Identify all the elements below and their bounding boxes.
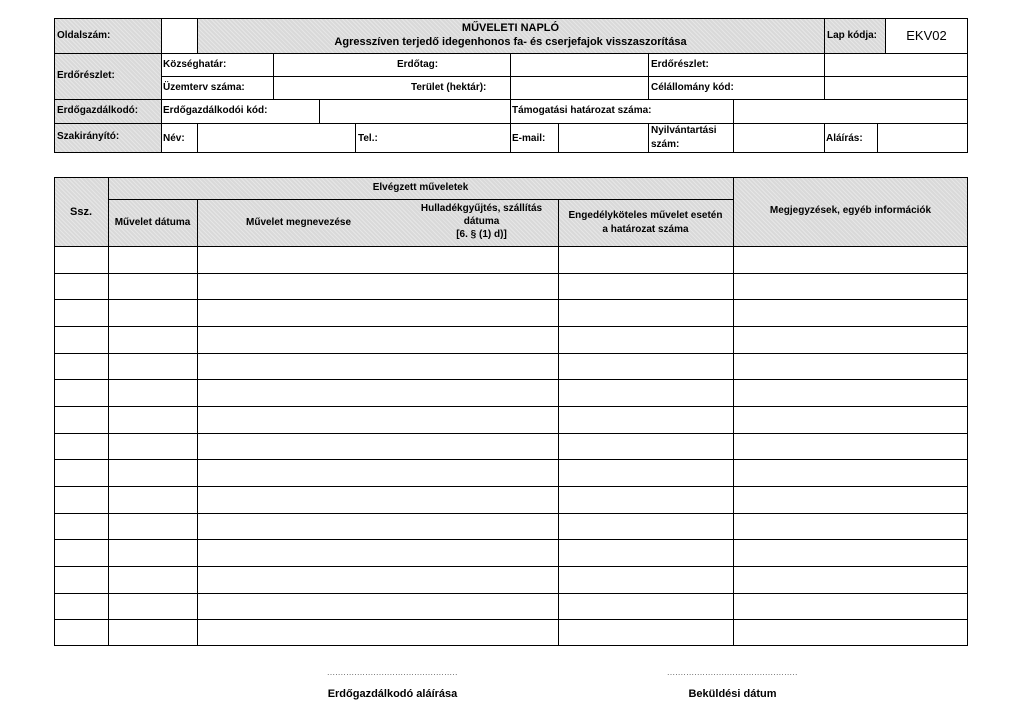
rule	[733, 123, 734, 153]
erdoreszlet-sub-label: Erdőrészlet:	[651, 59, 709, 70]
rule	[510, 99, 511, 123]
form-subtitle: Agresszíven terjedő idegenhonos fa- és cserjefajok visszaszorítása	[334, 36, 687, 48]
signature-dotted-line: ................................................	[327, 668, 458, 677]
table-row-separator	[54, 566, 968, 567]
nev-label: Név:	[163, 133, 185, 144]
date-label: Beküldési dátum	[688, 688, 777, 700]
rule	[161, 18, 162, 153]
rule	[733, 99, 734, 123]
table-row-separator	[54, 273, 968, 274]
hulladek-label-2: dátuma	[463, 216, 500, 227]
rule	[648, 53, 649, 99]
table-row-separator	[54, 486, 968, 487]
lap-kodja-label: Lap kódja:	[827, 30, 878, 41]
erdoreszlet-label: Erdőrészlet:	[57, 70, 115, 81]
date-dotted-line: ................................................	[667, 668, 798, 677]
table-row-separator	[54, 593, 968, 594]
rule	[54, 99, 968, 100]
rule	[355, 123, 356, 153]
rule	[648, 123, 649, 153]
engedely-label-2: a határozat száma	[602, 224, 689, 235]
rule	[877, 123, 878, 153]
table-row-separator	[54, 326, 968, 327]
uzemterv-label: Üzemterv száma:	[163, 82, 245, 93]
rule	[54, 246, 968, 247]
signature-label: Erdőgazdálkodó aláírása	[327, 688, 458, 700]
alairas-label: Aláírás:	[826, 133, 863, 144]
table-row-separator	[54, 379, 968, 380]
rule	[108, 177, 109, 646]
hulladek-label-3: [6. § (1) d)]	[456, 229, 507, 240]
ssz-header-label: Ssz.	[69, 206, 92, 218]
email-label: E-mail:	[512, 133, 546, 144]
table-row-separator	[54, 406, 968, 407]
erdogazdalkodoi-kod-label: Erdőgazdálkodói kód:	[163, 105, 268, 116]
table-row-separator	[54, 459, 968, 460]
operations-table-border	[54, 177, 968, 646]
oldalszam-label: Oldalszám:	[57, 30, 111, 41]
rule	[54, 123, 968, 124]
table-row-separator	[54, 513, 968, 514]
hulladek-label-1: Hulladékgyűjtés, szállítás	[420, 203, 543, 214]
elvegzett-header-label: Elvégzett műveletek	[372, 182, 469, 193]
tel-label: Tel.:	[358, 133, 378, 144]
lap-kodja-value: EKV02	[906, 28, 947, 43]
rule	[273, 53, 274, 99]
erdotag-label: Erdőtag:	[397, 59, 439, 70]
rule	[510, 123, 511, 153]
muvelet-datuma-label: Művelet dátuma	[114, 217, 191, 228]
engedely-label-1: Engedélyköteles művelet esetén	[568, 210, 723, 221]
rule	[558, 199, 559, 646]
table-row-separator	[54, 353, 968, 354]
rule	[108, 199, 733, 200]
nyilvantartasi-label-1: Nyilvántartási	[651, 125, 717, 136]
table-row-separator	[54, 299, 968, 300]
muvelet-megnevezese-label: Művelet megnevezése	[246, 217, 352, 228]
rule	[161, 76, 968, 77]
rule	[197, 199, 198, 646]
table-row-separator	[54, 619, 968, 620]
table-row-separator	[54, 433, 968, 434]
rule	[510, 53, 511, 99]
terulet-label: Terület (hektár):	[411, 82, 487, 93]
table-row-separator	[54, 539, 968, 540]
szakiranyito-label: Szakirányító:	[57, 131, 120, 142]
rule	[824, 18, 825, 99]
celallomany-label: Célállomány kód:	[651, 82, 734, 93]
rule	[54, 53, 968, 54]
rule	[733, 177, 734, 646]
tamogatasi-label: Támogatási határozat száma:	[512, 105, 652, 116]
rule	[824, 123, 825, 153]
rule	[197, 123, 198, 153]
rule	[319, 99, 320, 123]
nyilvantartasi-label-2: szám:	[651, 139, 680, 150]
megjegyzesek-label: Megjegyzések, egyéb információk	[769, 205, 932, 216]
form-title: MŰVELETI NAPLÓ	[461, 22, 560, 34]
rule	[558, 123, 559, 153]
erdogazdalkodo-label: Erdőgazdálkodó:	[57, 105, 139, 116]
kozseghatar-label: Községhatár:	[163, 59, 227, 70]
